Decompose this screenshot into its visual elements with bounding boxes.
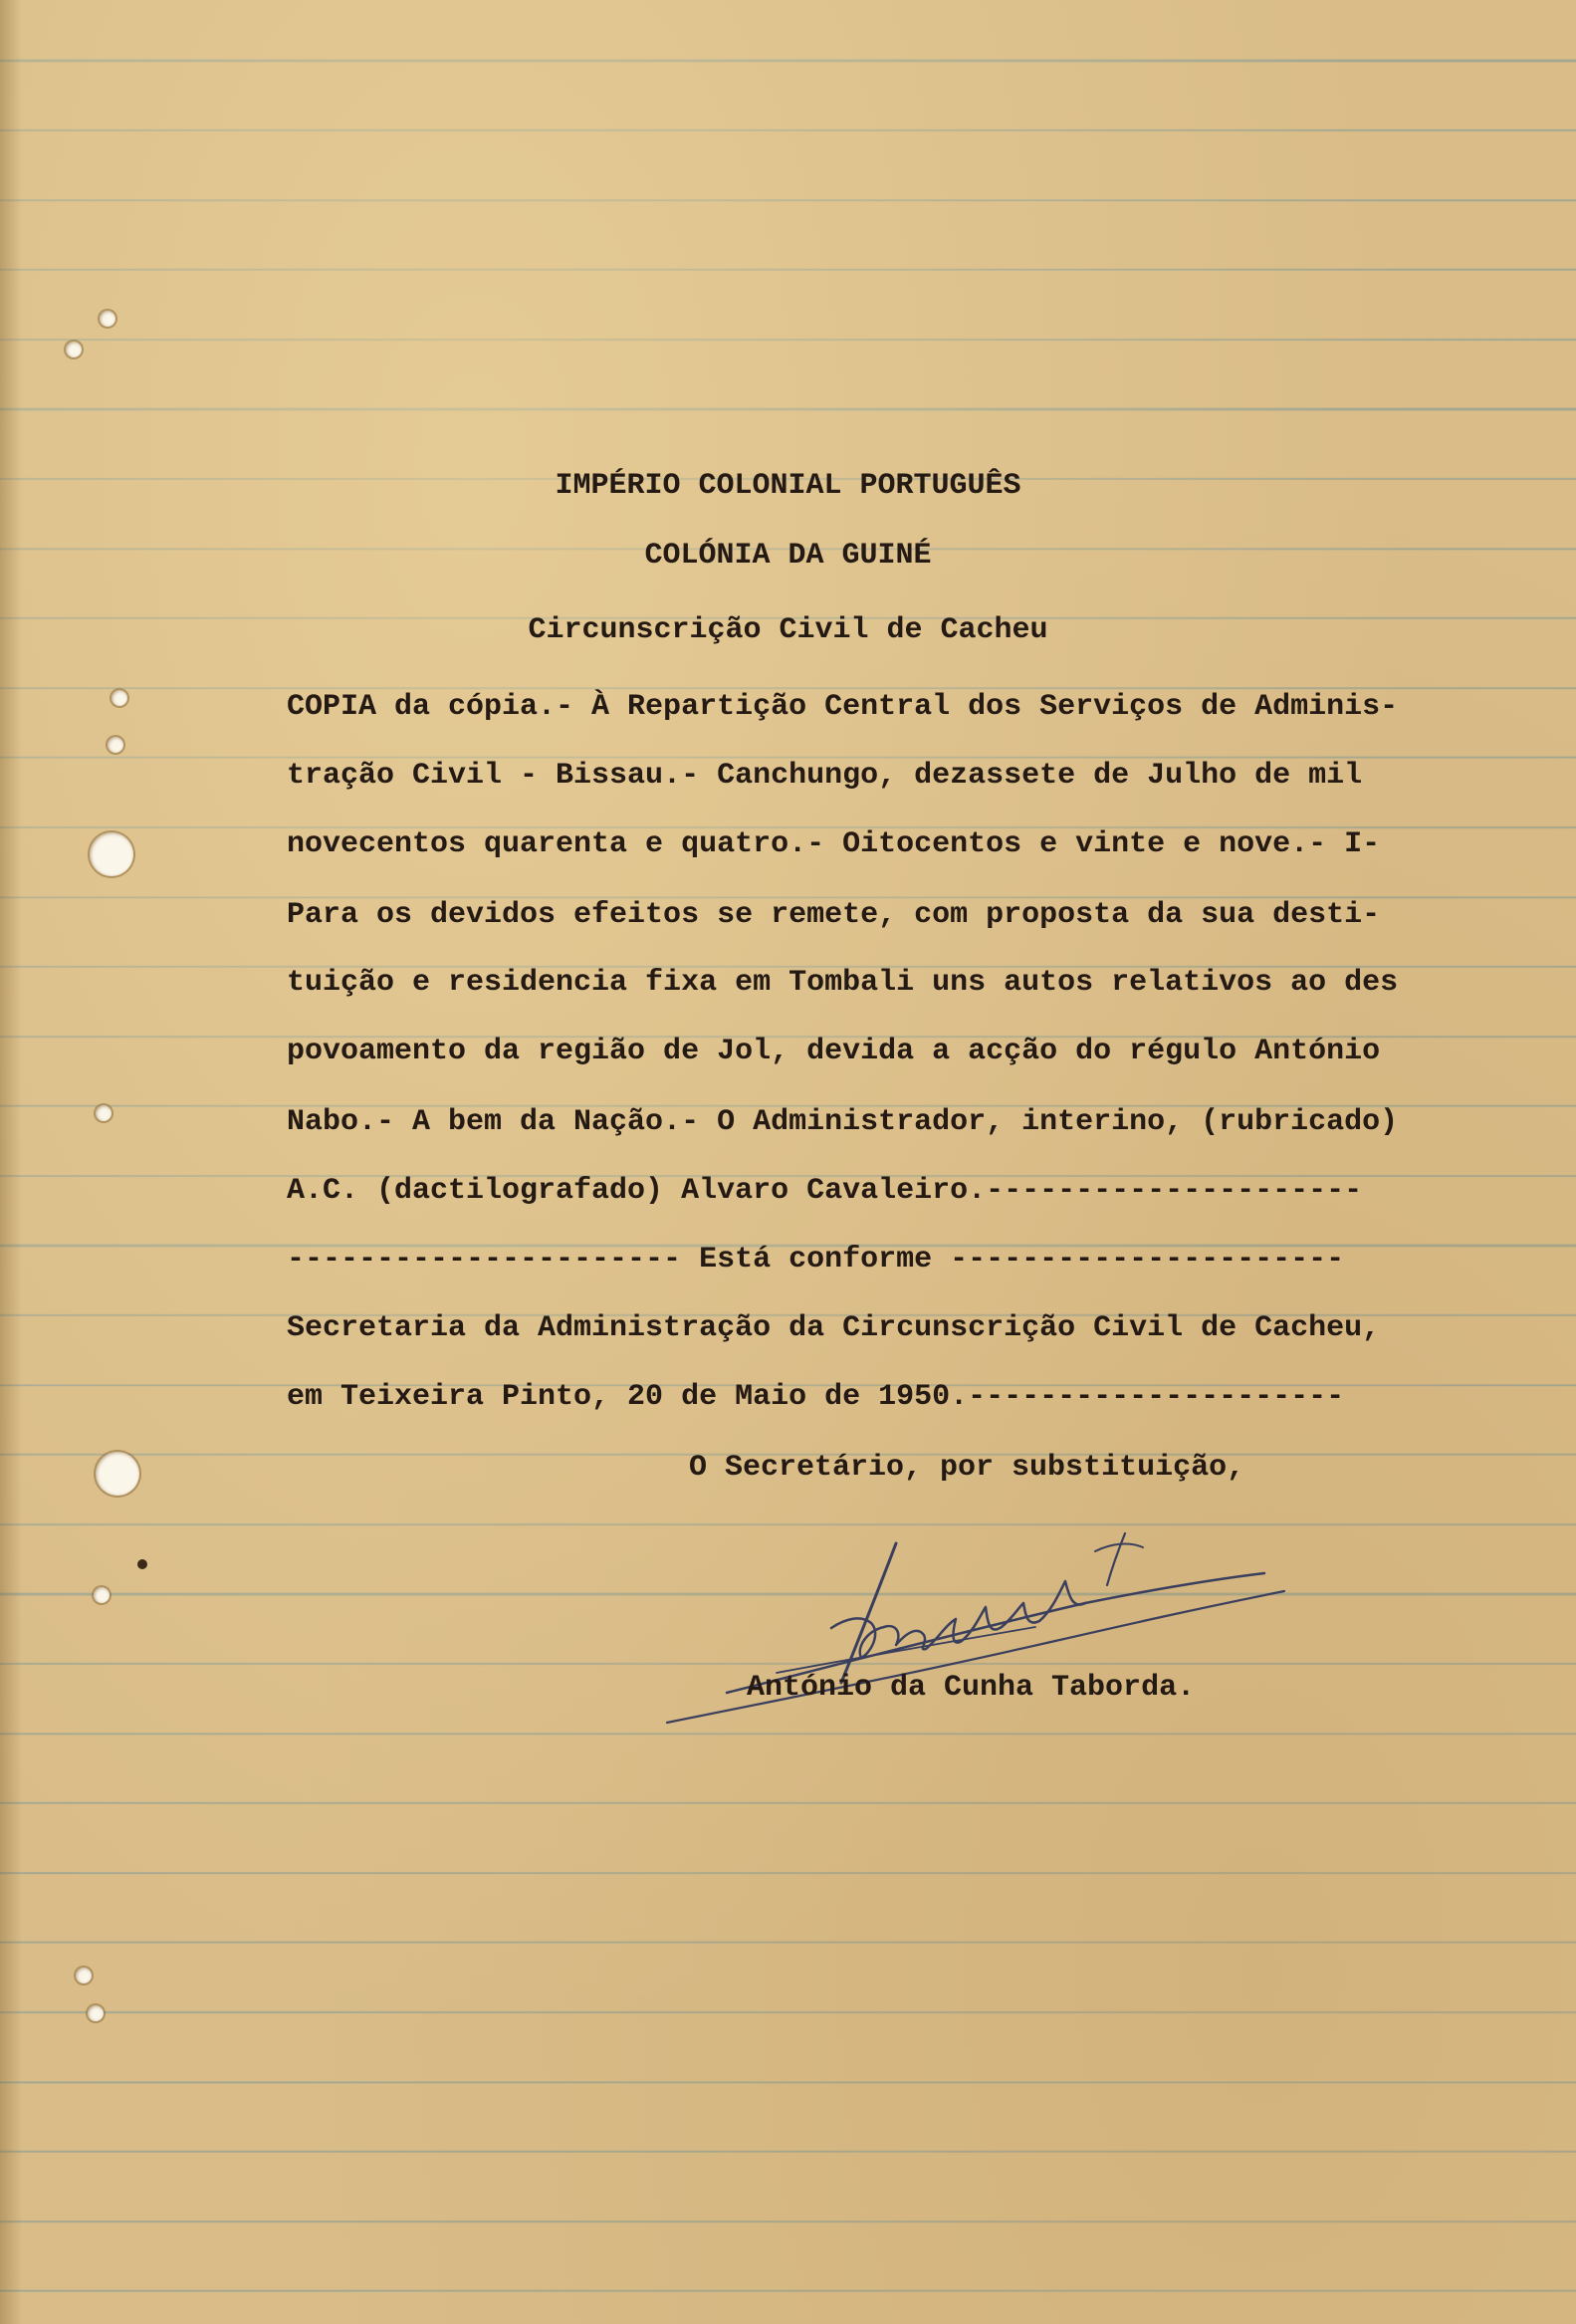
body-line: novecentos quarenta e quatro.- Oitocentos e vinte e nove.- I- xyxy=(287,827,1381,861)
closing-role: O Secretário, por substituição, xyxy=(689,1451,1245,1485)
body-line: A.C. (dactilografado) Alvaro Cavaleiro.--------------------- xyxy=(287,1174,1363,1208)
punch-hole xyxy=(90,832,133,876)
punch-hole xyxy=(96,1105,112,1121)
handwritten-signature xyxy=(657,1523,1314,1743)
body-line: Secretaria da Administração da Circunscrição Civil de Cacheu, xyxy=(287,1311,1381,1345)
header-colony: COLÓNIA DA GUINÉ xyxy=(644,539,932,573)
header-district: Circunscrição Civil de Cacheu xyxy=(528,613,1048,647)
header-empire: IMPÉRIO COLONIAL PORTUGUÊS xyxy=(555,469,1021,503)
body-line: em Teixeira Pinto, 20 de Maio de 1950.--------------------- xyxy=(287,1380,1345,1414)
body-line: Para os devidos efeitos se remete, com proposta da sua desti- xyxy=(287,898,1381,932)
body-line: tração Civil - Bissau.- Canchungo, dezassete de Julho de mil xyxy=(287,759,1363,793)
punch-hole xyxy=(96,1452,139,1496)
closing-signatory: António da Cunha Taborda. xyxy=(747,1671,1196,1705)
body-line: povoamento da região de Jol, devida a acção do régulo António xyxy=(287,1035,1381,1068)
page-edge-shadow xyxy=(0,0,22,2324)
body-line: ---------------------- Está conforme ---------------------- xyxy=(287,1243,1345,1277)
punch-hole xyxy=(108,737,123,753)
punch-hole xyxy=(100,311,115,327)
punch-hole xyxy=(94,1587,110,1603)
punch-hole xyxy=(112,690,127,706)
punch-hole xyxy=(66,342,82,357)
body-line: tuição e residencia fixa em Tombali uns autos relativos ao des xyxy=(287,966,1399,1000)
punch-hole xyxy=(88,2005,104,2021)
punch-mark xyxy=(137,1559,147,1569)
punch-hole xyxy=(76,1968,92,1983)
body-line: COPIA da cópia.- À Repartição Central dos Serviços de Adminis- xyxy=(287,690,1399,724)
body-line: Nabo.- A bem da Nação.- O Administrador, interino, (rubricado) xyxy=(287,1105,1399,1139)
